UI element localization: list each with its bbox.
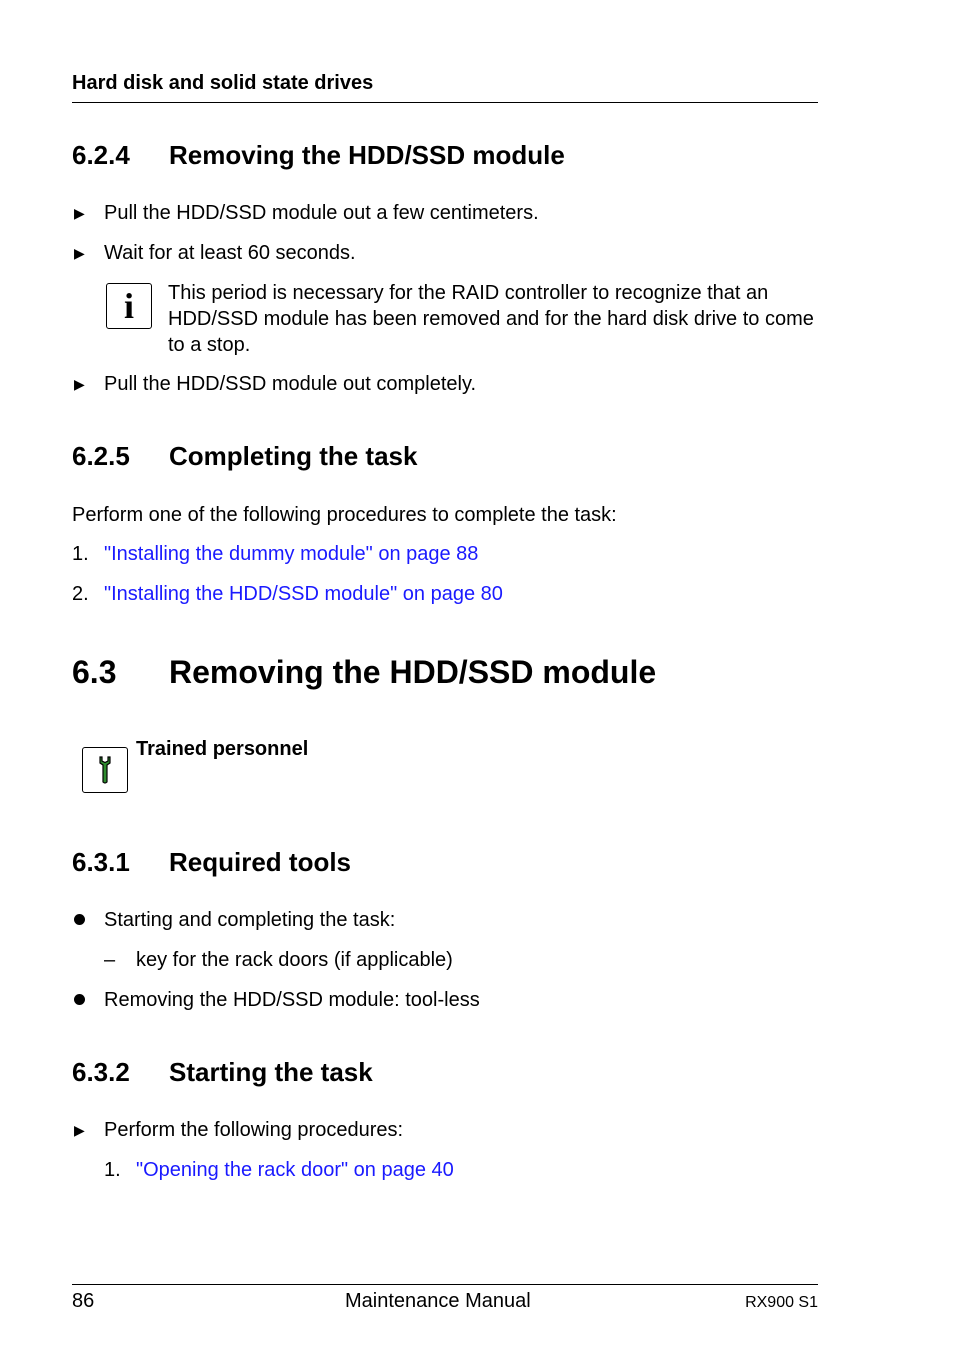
section-title: Completing the task: [169, 441, 418, 471]
info-icon: i: [106, 283, 152, 329]
bullet-icon: [74, 994, 85, 1005]
wrench-icon: [96, 755, 114, 785]
list-item-number: 2.: [72, 583, 89, 605]
header-rule: [72, 102, 818, 103]
list-item-text: Removing the HDD/SSD module: tool-less: [104, 989, 480, 1011]
list-item-number: 1.: [72, 543, 89, 565]
arrow-bullet-icon: ▶: [74, 1122, 85, 1138]
link-installing-hdd-ssd-module[interactable]: "Installing the HDD/SSD module" on page 80: [104, 583, 503, 605]
arrow-bullet-icon: ▶: [74, 205, 85, 221]
section-heading-6-3-1: [72, 847, 818, 879]
list-item-number: 1.: [104, 1159, 121, 1181]
personnel-label: Trained personnel: [136, 738, 309, 760]
info-note-text: This period is necessary for the RAID controller to recognize that an HDD/SSD module has been removed and for the hard disk drive to come to a stop.: [168, 282, 814, 356]
section-heading-6-2-4: [72, 140, 818, 172]
page-number: 86: [72, 1290, 95, 1312]
list-item-text: Starting and completing the task:: [104, 909, 396, 931]
section-title: Required tools: [169, 847, 352, 877]
step-text: Pull the HDD/SSD module out completely.: [104, 373, 477, 395]
trained-personnel-icon: [82, 747, 128, 793]
step-text: Pull the HDD/SSD module out a few centimeters.: [104, 202, 539, 224]
section-heading-6-2-5: [72, 441, 818, 473]
intro-text: Perform one of the following procedures to complete the task:: [72, 504, 617, 526]
link-installing-dummy-module[interactable]: "Installing the dummy module" on page 88: [104, 543, 479, 565]
running-header: Hard disk and solid state drives: [72, 72, 374, 94]
section-number: 6.3.2: [72, 1057, 130, 1087]
arrow-bullet-icon: ▶: [74, 245, 85, 261]
sub-item-text: key for the rack doors (if applicable): [136, 949, 453, 971]
link-opening-rack-door[interactable]: "Opening the rack door" on page 40: [136, 1159, 454, 1181]
footer-rule: [72, 1284, 818, 1285]
arrow-bullet-icon: ▶: [74, 376, 85, 392]
dash-icon: –: [104, 949, 116, 971]
section-number: 6.2.5: [72, 441, 130, 471]
chapter-heading-6-3: [72, 654, 818, 694]
chapter-title: Removing the HDD/SSD module: [169, 654, 657, 690]
step-text: Perform the following procedures:: [104, 1119, 404, 1141]
step-text: Wait for at least 60 seconds.: [104, 242, 356, 264]
bullet-icon: [74, 914, 85, 925]
footer-title: Maintenance Manual: [345, 1290, 531, 1312]
footer-model: RX900 S1: [745, 1294, 818, 1311]
section-title: Starting the task: [169, 1057, 373, 1087]
section-title: Removing the HDD/SSD module: [169, 140, 565, 170]
section-number: 6.3.1: [72, 847, 130, 877]
chapter-number: 6.3: [72, 654, 117, 690]
section-heading-6-3-2: [72, 1057, 818, 1089]
section-number: 6.2.4: [72, 140, 130, 170]
